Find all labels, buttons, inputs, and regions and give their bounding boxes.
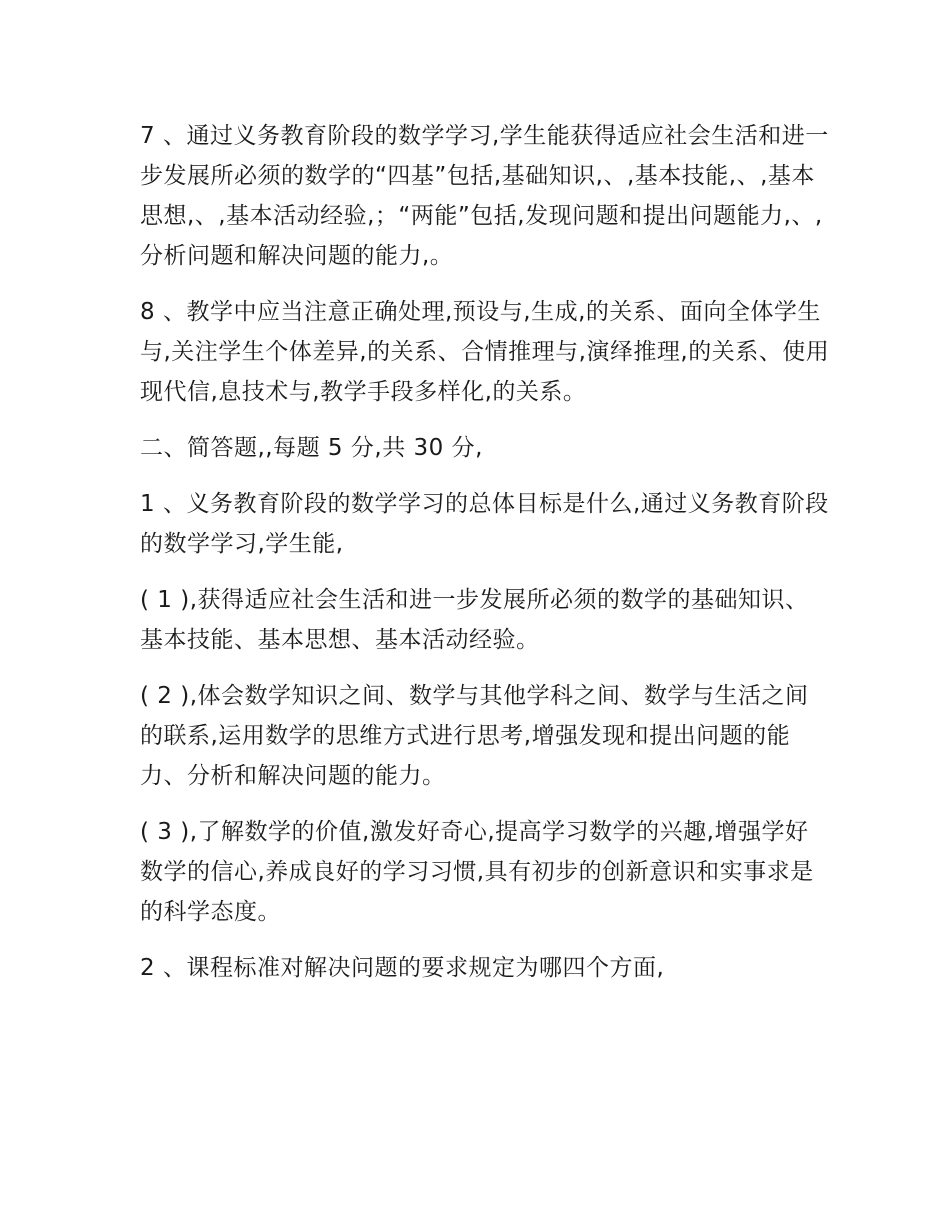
question-2: 2 、课程标准对解决问题的要求规定为哪四个方面, — [140, 955, 665, 981]
answer-point-3: ( 3 ),了解数学的价值,激发好奇心,提高学习数学的兴趣,增强学好数学的信心,养成良好的学习习惯,具有初步的创新意识和实事求是的科学态度。 — [140, 819, 814, 925]
question-1: 1 、义务教育阶段的数学学习的总体目标是什么,通过义务教育阶段的数学学习,学生能, — [140, 491, 829, 557]
paragraph-item-7: 7 、通过义务教育阶段的数学学习,学生能获得适应社会生活和进一步发展所必须的数学的“四基”包括,基础知识,、,基本技能,、,基本思想,、,基本活动经验,；“两能”包括,发现问题和提出问题能力,、,分析问题和解决问题的能力,。 — [140, 123, 829, 269]
section-heading-short-answer: 二、简答题,,每题 5 分,共 30 分, — [140, 435, 483, 461]
answer-point-2: ( 2 ),体会数学知识之间、数学与其他学科之间、数学与生活之间的联系,运用数学的思维方式进行思考,增强发现和提出问题的能力、分析和解决问题的能力。 — [140, 683, 809, 789]
answer-point-1: ( 1 ),获得适应社会生活和进一步发展所必须的数学的基础知识、基本技能、基本思想、基本活动经验。 — [140, 587, 809, 653]
document-body — [140, 116, 830, 1004]
paragraph-item-8: 8 、教学中应当注意正确处理,预设与,生成,的关系、面向全体学生与,关注学生个体差异,的关系、合情推理与,演绎推理,的关系、使用现代信,息技术与,教学手段多样化,的关系。 — [140, 299, 830, 405]
